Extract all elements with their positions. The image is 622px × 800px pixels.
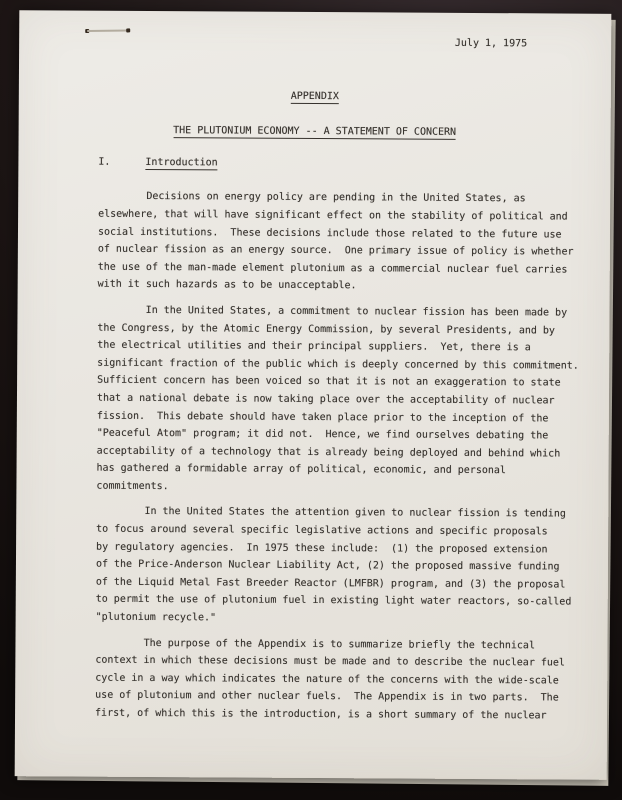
section-numeral: I. — [98, 156, 111, 168]
document-date: July 1, 1975 — [454, 37, 528, 50]
section-title: Introduction — [145, 156, 218, 169]
appendix-heading: APPENDIX — [290, 90, 339, 102]
document-title: THE PLUTONIUM ECONOMY -- A STATEMENT OF CONCERN — [173, 125, 457, 139]
appendix-heading-row — [19, 86, 611, 107]
document-title-row — [19, 121, 611, 142]
paragraph-4: The purpose of the Appendix is to summarize briefly the technical context in which these decisions must be made and to describe the nuclear fuel cycle in a way which indicates the nature of the concerns with the wide-scale use of plutonium and other nuclear fuels. The Appendix is in two parts. The first, of which this is the introduction, is a short summary of the nuclear — [95, 637, 566, 722]
document-page — [15, 10, 612, 780]
staple-icon — [85, 27, 130, 34]
staple-right-end — [126, 28, 130, 32]
staple-bar — [87, 29, 128, 32]
paragraph-1: Decisions on energy policy are pending in the United States, as elsewhere, that will have significant effect on the stability of political and social institutions. These decisions include those related to the future use of nuclear fission as an energy source. One primary issue of policy is whether the use of the man-made element plutonium as a commercial nuclear fuel carries with it such hazards as to be unacceptable. — [97, 191, 574, 292]
section-heading — [98, 153, 610, 174]
paragraph-3: In the United States the attention given to nuclear fission is tending to focus around several specific legislative actions and specific proposals by regulatory agencies. In 1975 these include: (1) the proposed extension of the Price-Anderson Nuclear Liability Act, (2) the proposed massive funding of the Liquid Metal Fast Breeder Reactor (LMFBR) program, and (3) the proposal to permit the use of plutonium fuel in existing light water reactors, so-called "plutonium recycle." — [95, 506, 572, 624]
paragraph-2: In the United States, a commitment to nuclear fission has been made by the Congress, by the Atomic Energy Commission, by several Presidents, and by the electrical utilities and their principal suppliers. Yet, there is a significant fraction of the public which is deeply concerned by this commitment. Sufficient concern has been voiced so that it is not an exaggeration to state that a national debate is now taking place over the acceptability of nuclear fission. This debate should have taken place prior to the inception of the "Peaceful Atom" program; it did not. Hence, we find ourselves debating the acceptability of a technology that is already being deployed and behind which has gathered a formidable array of political, economic, and personal commitments. — [96, 304, 579, 492]
